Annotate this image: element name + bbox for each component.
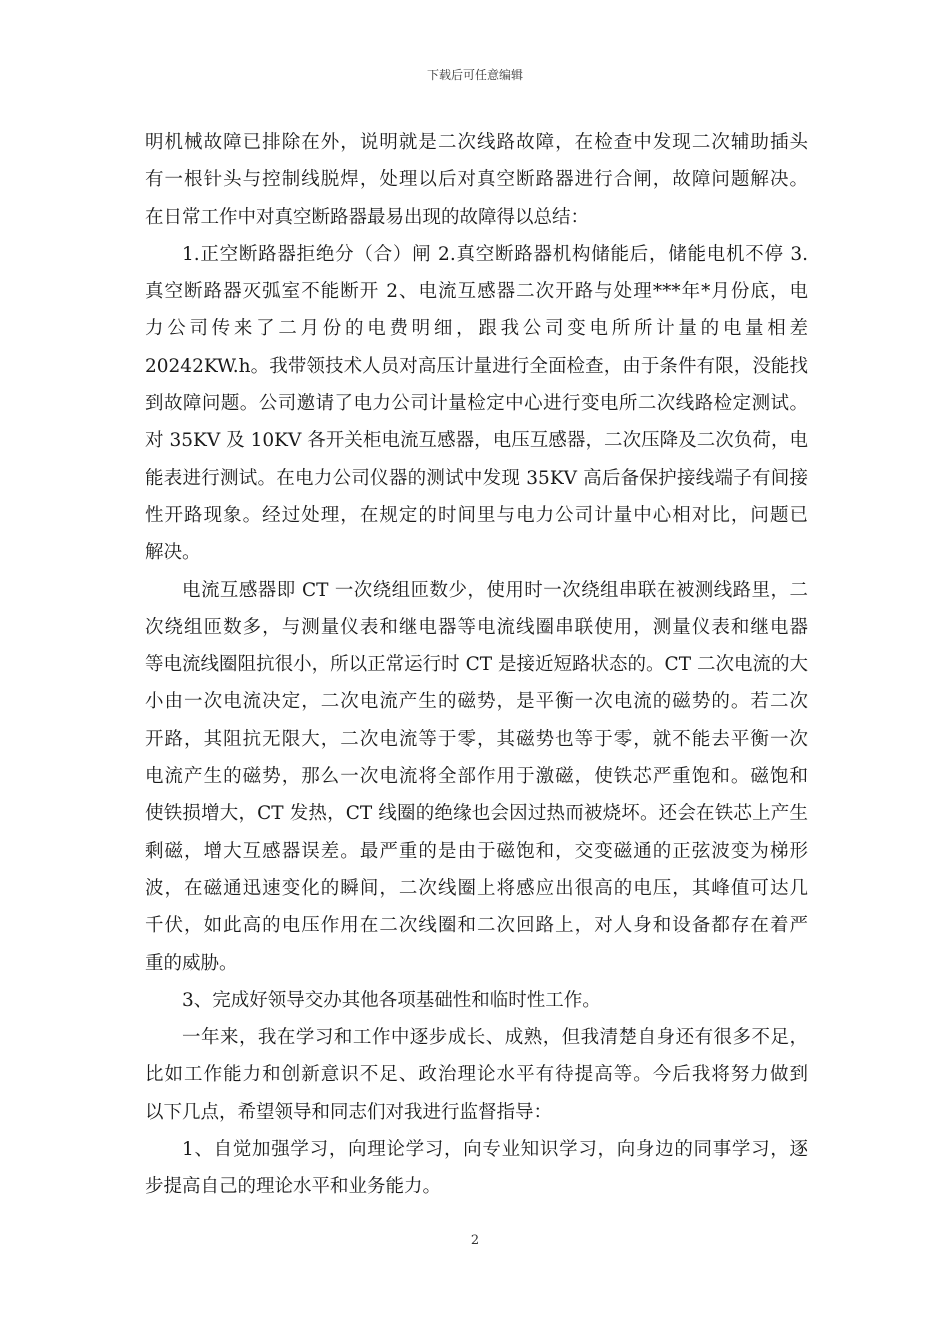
text-line: 剩磁，增大互感器误差。最严重的是由于磁饱和，交变磁通的正弦波变为梯形	[145, 840, 808, 862]
text-line: 对 35KV 及 10KV 各开关柜电流互感器，电压互感器，二次压降及二次负荷，电	[145, 430, 808, 452]
text-line: 明机械故障已排除在外，说明就是二次线路故障，在检查中发现二次辅助插头	[145, 132, 808, 153]
text-line: 千伏，如此高的电压作用在二次线圈和二次回路上，对人身和设备都存在着严	[145, 915, 808, 937]
text-line: 开路，其阻抗无限大，二次电流等于零，其磁势也等于零，就不能去平衡一次	[145, 728, 808, 750]
page-number: 2	[470, 1233, 480, 1248]
text-line: 1.正空断路器拒绝分（合）闸 2.真空断路器机构储能后，储能电机不停 3.	[182, 243, 808, 265]
text-line: 一年来，我在学习和工作中逐步成长、成熟，但我清楚自身还有很多不足，	[182, 1027, 808, 1049]
text-line: 有一根针头与控制线脱焊，处理以后对真空断路器进行合闸，故障问题解决。	[145, 169, 808, 191]
text-line: 等电流线圈阻抗很小，所以正常运行时 CT 是接近短路状态的。CT 二次电流的大	[145, 654, 808, 676]
text-line: 电流产生的磁势，那么一次电流将全部作用于激磁，使铁芯严重饱和。磁饱和	[145, 766, 808, 788]
text-line: 能表进行测试。在电力公司仪器的测试中发现 35KV 高后备保护接线端子有间接	[145, 467, 808, 489]
text-line: 解决。	[145, 542, 201, 564]
text-line: 步提高自己的理论水平和业务能力。	[145, 1176, 442, 1198]
text-line: 小由一次电流决定，二次电流产生的磁势，是平衡一次电流的磁势的。若二次	[145, 691, 808, 713]
document-body	[145, 124, 808, 1206]
text-line: 次绕组匝数多，与测量仪表和继电器等电流线圈串联使用，测量仪表和继电器	[145, 616, 808, 638]
text-line: 在日常工作中对真空断路器最易出现的故障得以总结：	[145, 206, 590, 228]
text-line: 力公司传来了二月份的电费明细，跟我公司变电所所计量的电量相差	[145, 318, 808, 340]
text-line: 真空断路器灭弧室不能断开 2、电流互感器二次开路与处理***年*月份底，电	[145, 281, 808, 303]
text-line: 1、自觉加强学习，向理论学习，向专业知识学习，向身边的同事学习，逐	[182, 1139, 808, 1161]
text-line: 波，在磁通迅速变化的瞬间，二次线圈上将感应出很高的电压，其峰值可达几	[145, 877, 808, 899]
text-line: 到故障问题。公司邀请了电力公司计量检定中心进行变电所二次线路检定测试。	[145, 393, 808, 415]
text-line: 以下几点，希望领导和同志们对我进行监督指导：	[145, 1101, 553, 1123]
text-line: 电流互感器即 CT 一次绕组匝数少，使用时一次绕组串联在被测线路里，二	[182, 579, 808, 601]
text-line: 使铁损增大，CT 发热，CT 线圈的绝缘也会因过热而被烧坏。还会在铁芯上产生	[145, 803, 808, 825]
text-line: 重的威胁。	[145, 952, 238, 974]
text-line: 性开路现象。经过处理，在规定的时间里与电力公司计量中心相对比，问题已	[145, 504, 808, 526]
text-line: 20242KW.h。我带领技术人员对高压计量进行全面检查，由于条件有限，没能找	[145, 355, 808, 377]
text-line: 比如工作能力和创新意识不足、政治理论水平有待提高等。今后我将努力做到	[145, 1064, 808, 1086]
text-line: 3、完成好领导交办其他各项基础性和临时性工作。	[182, 989, 601, 1011]
page-header: 下载后可任意编辑	[426, 68, 523, 82]
